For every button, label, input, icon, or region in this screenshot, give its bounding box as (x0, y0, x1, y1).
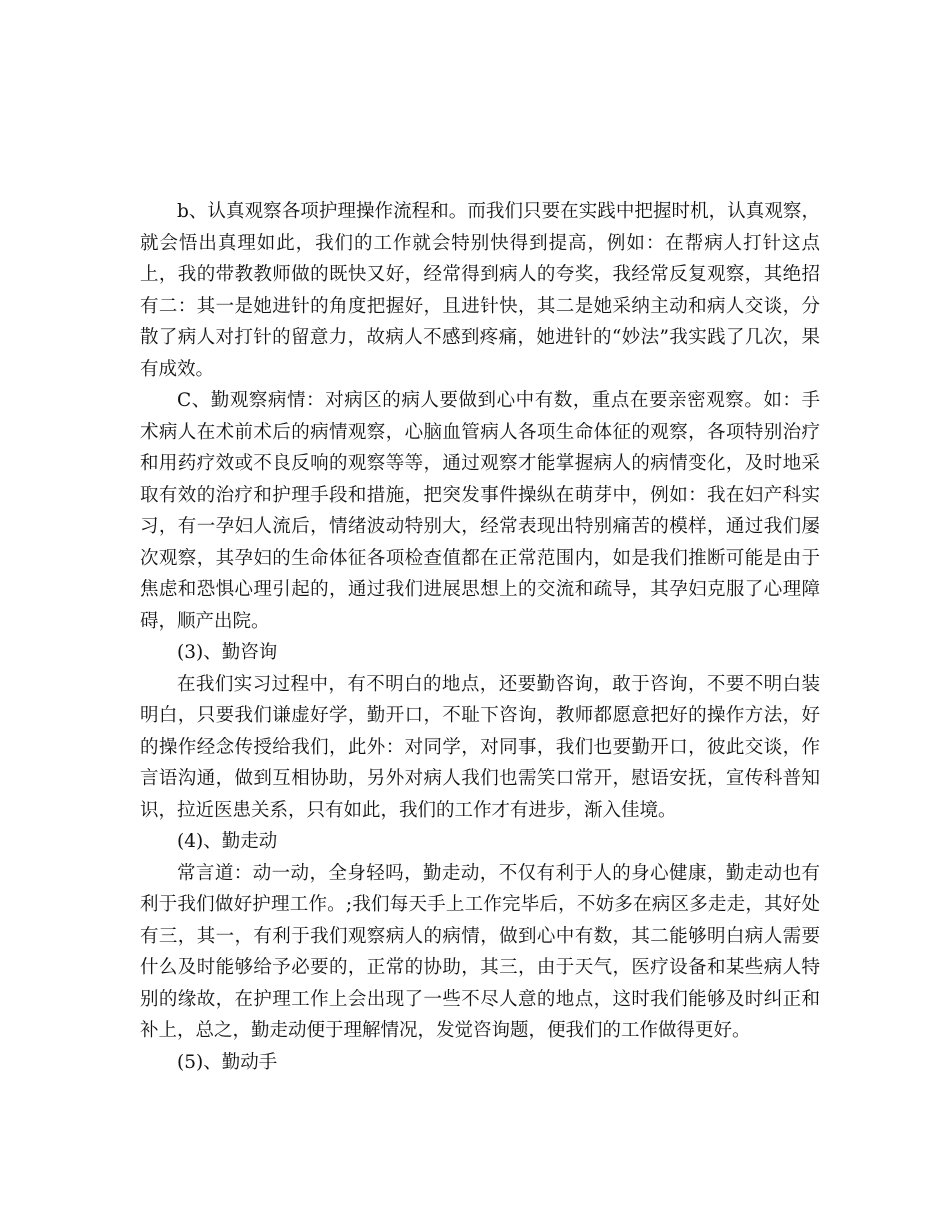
paragraph-b-observe-procedures: b、认真观察各项护理操作流程和。而我们只要在实践中把握时机，认真观察，就会悟出真理如此，我们的工作就会特别快得到提高，例如：在帮病人打针这点上，我的带教教师做的既快又好，经常得到病人的夸奖，我经常反复观察，其绝招有二：其一是她进针的角度把握好，且进针快，其二是她采纳主动和病人交谈，分散了病人对打针的留意力，故病人不感到疼痛，她进针的“妙法”我实践了几次，果有成效。 (140, 201, 820, 380)
document-body (140, 196, 820, 1078)
heading-5-hands-on: (5)、勤动手 (177, 1051, 278, 1073)
paragraph-c-observe-condition: C、勤观察病情：对病区的病人要做到心中有数，重点在要亲密观察。如：手术病人在术前术后的病情观察，心脑血管病人各项生命体征的观察，各项特别治疗和用药疗效或不良反响的观察等等，通过观察才能掌握病人的病情变化，及时地采取有效的治疗和护理手段和措施，把突发事件操纵在萌芽中，例如：我在妇产科实习，有一孕妇人流后，情绪波动特别大，经常表现出特别痛苦的模样，通过我们屡次观察，其孕妇的生命体征各项检查值都在正常范围内，如是我们推断可能是由于焦虑和恐惧心理引起的，通过我们进展思想上的交流和疏导，其孕妇克服了心理障碍，顺产出院。 (140, 390, 820, 632)
heading-3-ask: (3)、勤咨询 (177, 642, 278, 663)
paragraph-walk: 常言道：动一动，全身轻吗，勤走动，不仅有利于人的身心健康，勤走动也有利于我们做好护理工作。;我们每天手上工作完毕后，不妨多在病区多走走，其好处有三，其一，有利于我们观察病人的病情，做到心中有数，其二能够明白病人需要什么及时能够给予必要的，正常的协助，其三，由于天气，医疗设备和某些病人特别的缘故，在护理工作上会出现了一些不尽人意的地点，这时我们能够及时纠正和补上，总之，勤走动便于理解情况，发觉咨询题，便我们的工作做得更好。 (140, 862, 820, 1041)
heading-4-walk: (4)、勤走动 (177, 831, 278, 852)
paragraph-ask: 在我们实习过程中，有不明白的地点，还要勤咨询，敢于咨询，不要不明白装明白，只要我们谦虚好学，勤开口，不耻下咨询，教师都愿意把好的操作方法，好的操作经念传授给我们，此外：对同学，对同事，我们也要勤开口，彼此交谈，作言语沟通，做到互相协助，另外对病人我们也需笑口常开，慰语安抚，宣传科普知识，拉近医患关系，只有如此，我们的工作才有进步，渐入佳境。 (140, 673, 820, 821)
